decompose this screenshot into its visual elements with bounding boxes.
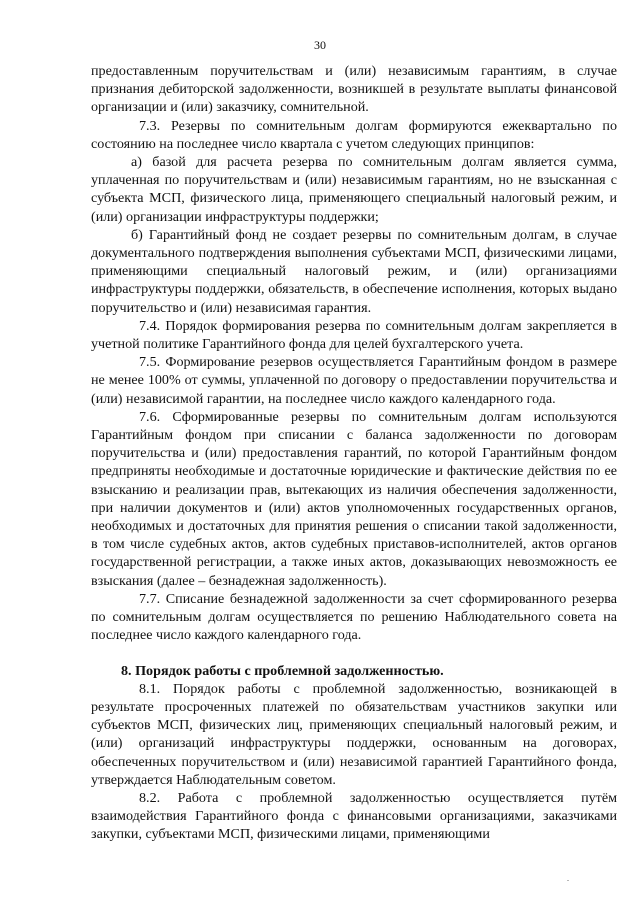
section-8-heading: 8. Порядок работы с проблемной задолженностью. xyxy=(121,662,444,679)
paragraph-7-3-a: а) базой для расчета резерва по сомнительным долгам является сумма, уплаченная по поручительствам и (или) независимым гарантиям, но не взысканная с субъекта МСП, физического лица, применяющего специальный налоговый режим, и (или) организации инфраструктуры поддержки; xyxy=(91,154,617,225)
paragraph-8-1: 8.1. Порядок работы с проблемной задолженностью, возникающей в результате просроченных платежей по обязательствам участников закупки или субъектов МСП, физических лиц, применяющих специальный налоговый режим, и (или) организаций инфраструктуры поддержки, основанным на договорах, обеспеченных поручительством и (или) независимой гарантией Гарантийного фонда, утверждается Наблюдательным советом. xyxy=(91,680,617,788)
paragraph-8-2: 8.2. Работа с проблемной задолженностью осуществляется путём взаимодействия Гарантийного фонда с финансовыми организациями, заказчиками закупки, субъектами МСП, физическими лицами, применяющими xyxy=(91,789,617,843)
paragraph-7-5: 7.5. Формирование резервов осуществляется Гарантийным фондом в размере не менее 100% от суммы, уплаченной по договору о предоставлении поручительства и (или) независимой гарантии, на последнее число каждого календарного года. xyxy=(91,354,617,407)
paragraph-continuation: предоставленным поручительствам и (или) независимым гарантиям, в случае признания дебиторской задолженности, возникшей в результате выплаты финансовой организации и (или) заказчику, сомнительной. xyxy=(91,63,617,116)
paragraph-7-6: 7.6. Сформированные резервы по сомнительным долгам используются Гарантийным фондом при списании с баланса задолженности по договорам поручительства и (или) предоставления гарантий, по которой Гарантийным фондом предприняты необходимые и достаточные юридические и фактические действия по ее взысканию и реализации прав, вытекающих из наличия обеспечения задолженности, при наличии документов и (или) актов уполномоченных государственных органов, необходимых и достаточных для принятия решения о списании такой задолженности, в том числе судебных актов, актов судебных приставов-исполнителей, актов органов государственной регистрации, а также иных актов, доказывающих невозможность ее взыскания (далее – безнадежная задолженность). xyxy=(91,408,617,589)
paragraph-7-4: 7.4. Порядок формирования резерва по сомнительным долгам закрепляется в учетной политике Гарантийного фонда для целей бухгалтерского учета. xyxy=(91,317,617,353)
paragraph-7-3: 7.3. Резервы по сомнительным долгам формируются ежеквартально по состоянию на последнее число квартала с учетом следующих принципов: xyxy=(91,117,617,152)
page-number: 30 xyxy=(314,38,326,52)
paragraph-7-7: 7.7. Списание безнадежной задолженности за счет сформированного резерва по сомнительным долгам осуществляется по решению Наблюдательного совета на последнее число каждого календарного года. xyxy=(91,590,617,644)
paragraph-7-3-b: б) Гарантийный фонд не создает резервы по сомнительным долгам, в случае документального подтверждения выполнения субъектами МСП, физическими лицами, применяющими специальный налоговый режим, и (или) организациями инфраструктуры поддержки, обязательств, в обеспечение исполнения, которых выдано поручительство и (или) независимая гарантия. xyxy=(91,226,617,316)
footer-mark: . xyxy=(567,874,569,883)
document-body xyxy=(91,62,617,844)
